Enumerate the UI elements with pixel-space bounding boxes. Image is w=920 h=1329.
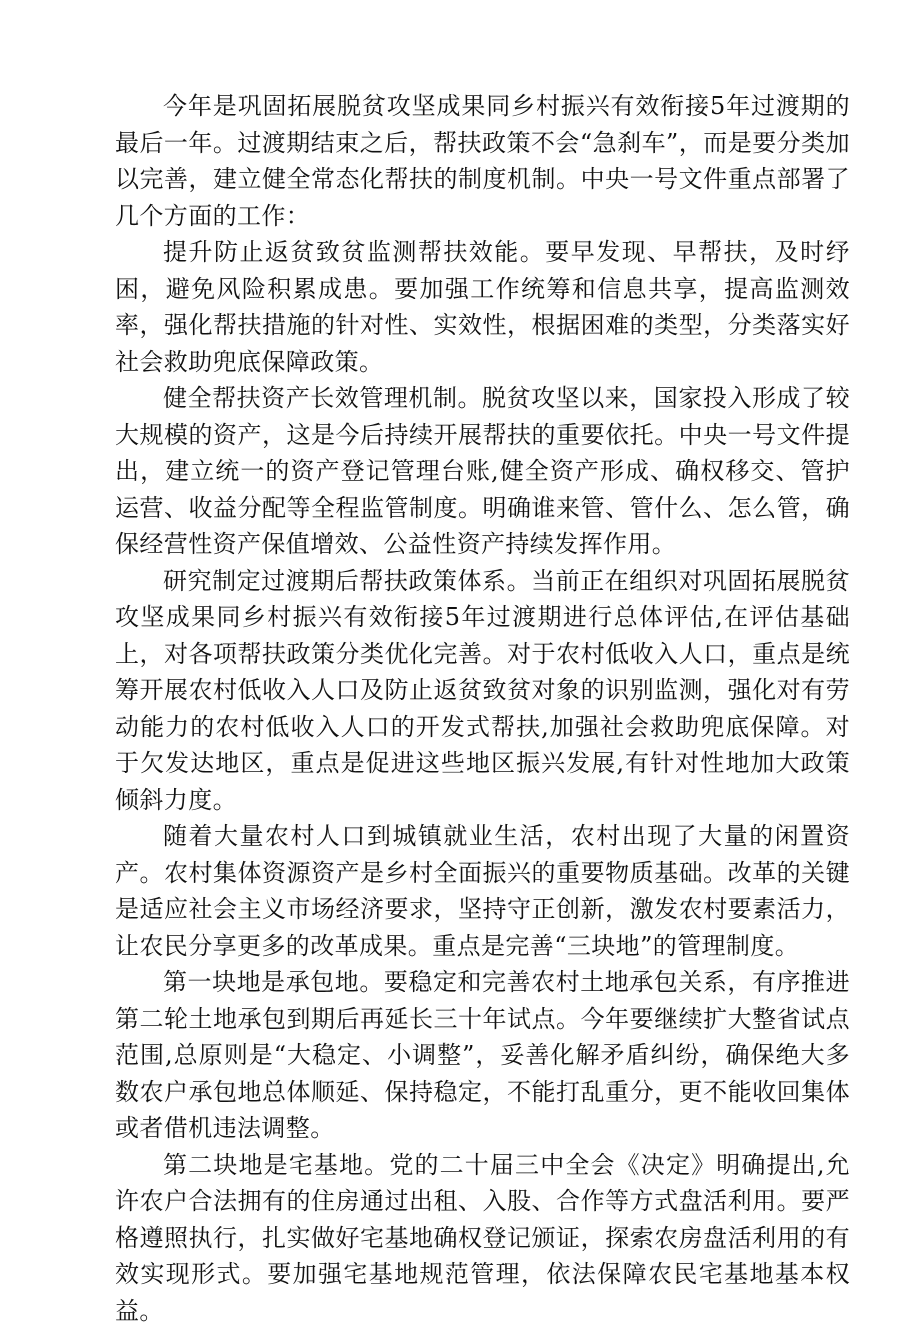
document-body [115, 88, 850, 1329]
paragraph-asset-management: 健全帮扶资产长效管理机制。脱贫攻坚以来，国家投入形成了较大规模的资产，这是今后持续开展帮扶的重要依托。中央一号文件提出，建立统一的资产登记管理台账,健全资产形成、确权移交、管护运营、收益分配等全程监管制度。明确谁来管、管什么、怎么管，确保经营性资产保值增效、公益性资产持续发挥作用。 [115, 380, 850, 563]
paragraph-monitoring: 提升防止返贫致贫监测帮扶效能。要早发现、早帮扶，及时纾困，避免风险积累成患。要加强工作统筹和信息共享，提高监测效率，强化帮扶措施的针对性、实效性，根据困难的类型，分类落实好社会救助兜底保障政策。 [115, 234, 850, 380]
paragraph-homestead: 第二块地是宅基地。党的二十届三中全会《决定》明确提出,允许农户合法拥有的住房通过出租、入股、合作等方式盘活利用。要严格遵照执行，扎实做好宅基地确权登记颁证，探索农房盘活利用的有效实现形式。要加强宅基地规范管理，依法保障农民宅基地基本权益。 [115, 1147, 850, 1329]
paragraph-policy-system: 研究制定过渡期后帮扶政策体系。当前正在组织对巩固拓展脱贫攻坚成果同乡村振兴有效衔接5年过渡期进行总体评估,在评估基础上，对各项帮扶政策分类优化完善。对于农村低收入人口，重点是统筹开展农村低收入人口及防止返贫致贫对象的识别监测，强化对有劳动能力的农村低收入人口的开发式帮扶,加强社会救助兜底保障。对于欠发达地区，重点是促进这些地区振兴发展,有针对性地加大政策倾斜力度。 [115, 563, 850, 819]
paragraph-idle-assets: 随着大量农村人口到城镇就业生活，农村出现了大量的闲置资产。农村集体资源资产是乡村全面振兴的重要物质基础。改革的关键是适应社会主义市场经济要求，坚持守正创新，激发农村要素活力，让农民分享更多的改革成果。重点是完善“三块地”的管理制度。 [115, 818, 850, 964]
paragraph-transition-period: 今年是巩固拓展脱贫攻坚成果同乡村振兴有效衔接5年过渡期的最后一年。过渡期结束之后，帮扶政策不会“急刹车”，而是要分类加以完善，建立健全常态化帮扶的制度机制。中央一号文件重点部署了几个方面的工作： [115, 88, 850, 234]
paragraph-contract-land: 第一块地是承包地。要稳定和完善农村土地承包关系，有序推进第二轮土地承包到期后再延长三十年试点。今年要继续扩大整省试点范围,总原则是“大稳定、小调整”，妥善化解矛盾纠纷，确保绝大多数农户承包地总体顺延、保持稳定，不能打乱重分，更不能收回集体或者借机违法调整。 [115, 964, 850, 1147]
